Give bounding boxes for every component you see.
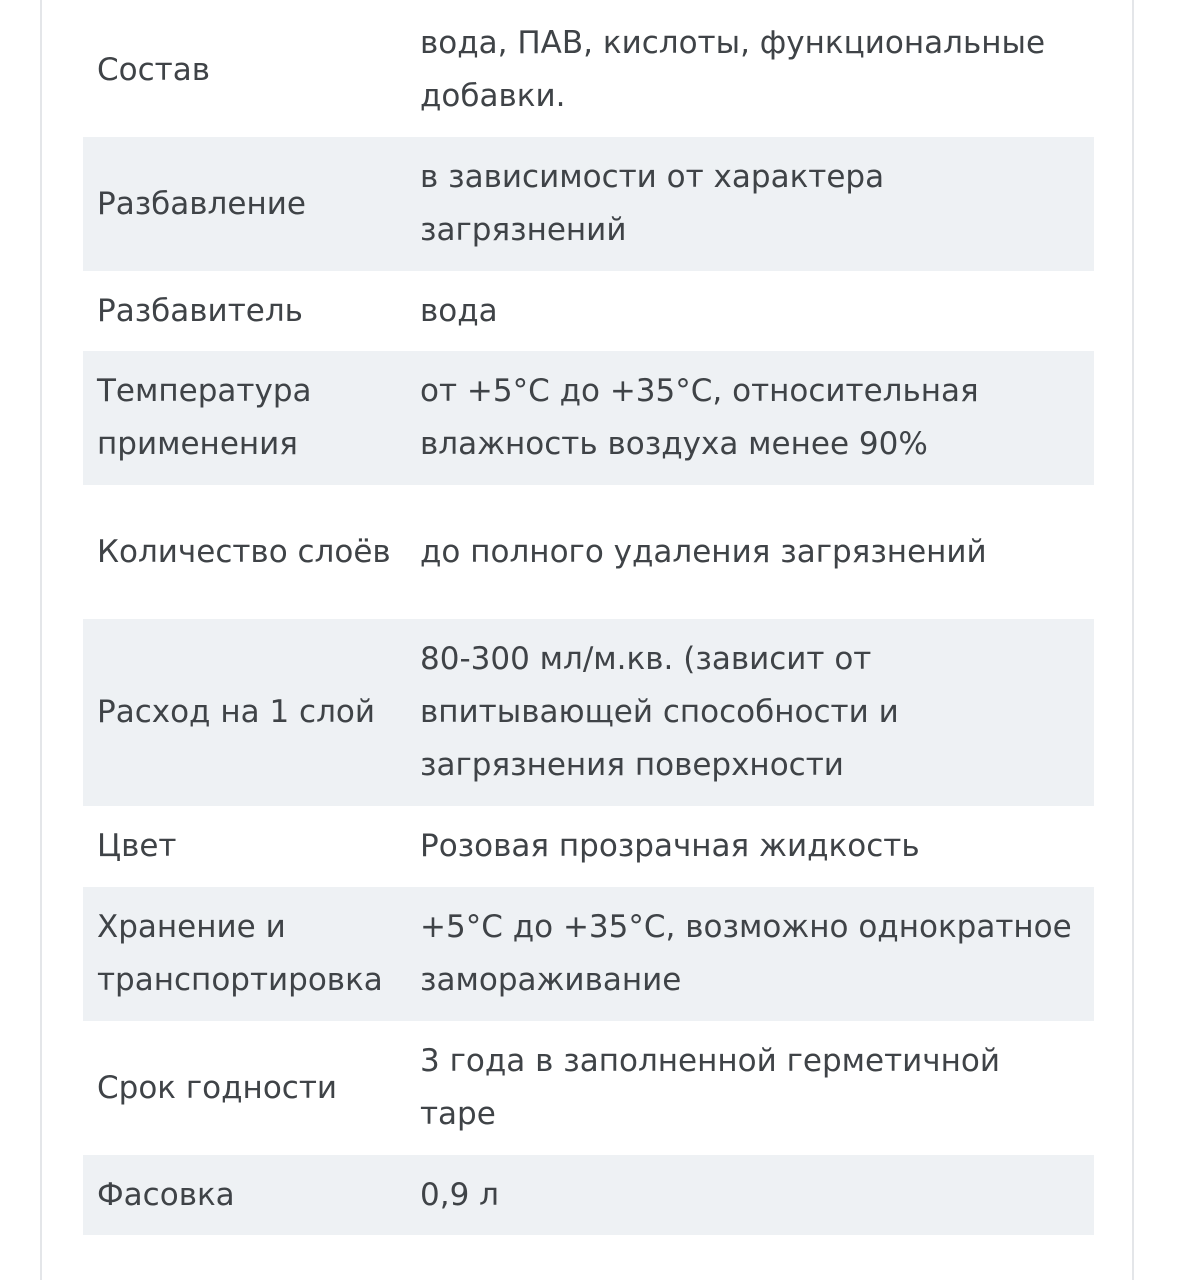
spec-label: Разбавитель	[97, 292, 303, 329]
table-row	[83, 619, 1094, 806]
spec-value: от +5°С до +35°С, относительная влажность воздуха менее 90%	[406, 351, 1094, 485]
spec-value: Розовая прозрачная жидкость	[420, 828, 920, 864]
spec-label: Фасовка	[83, 1155, 406, 1235]
spec-label: Цвет	[97, 828, 177, 864]
table-row	[83, 351, 1094, 485]
table-row	[83, 887, 1094, 1021]
specifications-table	[83, 3, 1094, 1235]
spec-value: в зависимости от характера загрязнений	[406, 137, 1094, 271]
spec-value: 3 года в заполненной герметичной таре	[420, 1043, 1001, 1132]
spec-label: Температура применения	[83, 351, 406, 485]
spec-value: 0,9 л	[406, 1155, 1094, 1235]
spec-label: Количество слоёв	[97, 533, 391, 570]
spec-label: Расход на 1 слой	[83, 619, 406, 806]
spec-value: вода	[420, 292, 498, 329]
table-row	[83, 1155, 1094, 1235]
spec-value: вода, ПАВ, кислоты, функциональные добавки.	[420, 25, 1046, 114]
spec-label: Срок годности	[97, 1069, 338, 1106]
spec-value: до полного удаления загрязнений	[420, 533, 987, 570]
spec-label: Хранение и транспортировка	[83, 887, 406, 1021]
spec-label: Разбавление	[83, 137, 406, 271]
table-row	[83, 137, 1094, 271]
spec-label: Состав	[97, 51, 210, 88]
table-row	[83, 485, 1094, 619]
table-row	[83, 271, 1094, 351]
table-row	[83, 1021, 1094, 1155]
spec-value: +5°С до +35°С, возможно однократное замораживание	[406, 887, 1094, 1021]
table-row	[83, 806, 1094, 887]
spec-value: 80-300 мл/м.кв. (зависит от впитывающей способности и загрязнения поверхности	[406, 619, 1094, 806]
table-row	[83, 3, 1094, 137]
